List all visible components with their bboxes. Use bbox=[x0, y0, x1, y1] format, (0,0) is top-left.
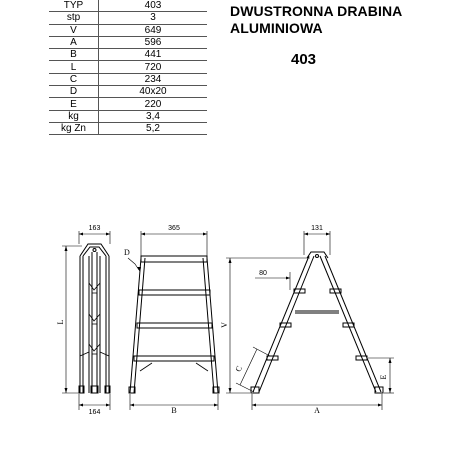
open-base-label: A bbox=[314, 406, 320, 415]
open-leg-label: C bbox=[233, 364, 245, 374]
front-top-width: 365 bbox=[168, 225, 180, 232]
side-view bbox=[56, 225, 110, 416]
spec-value: 3,4 bbox=[99, 110, 208, 122]
side-bottom-width: 164 bbox=[88, 409, 101, 416]
side-top-width: 163 bbox=[88, 225, 101, 232]
spec-value: 234 bbox=[99, 73, 208, 85]
spec-label: C bbox=[49, 73, 99, 85]
open-view bbox=[220, 225, 394, 415]
open-bottom-label: E bbox=[379, 374, 388, 380]
spec-label: kg Zn bbox=[49, 122, 99, 134]
side-height-label: L bbox=[56, 319, 65, 325]
spec-label: D bbox=[49, 86, 99, 98]
spec-label: E bbox=[49, 98, 99, 110]
open-top-width: 131 bbox=[311, 225, 323, 232]
spec-label: kg bbox=[49, 110, 99, 122]
spec-value: 649 bbox=[99, 24, 208, 36]
model-number: 403 bbox=[291, 51, 317, 68]
spec-label: V bbox=[49, 24, 99, 36]
spec-label: stp bbox=[49, 12, 99, 24]
front-section-label: D bbox=[124, 248, 130, 257]
spec-value: 441 bbox=[99, 49, 208, 61]
spec-value: 720 bbox=[99, 61, 208, 73]
spec-value: 596 bbox=[99, 36, 208, 48]
spec-value: 5,2 bbox=[99, 122, 208, 134]
spec-value: 40x20 bbox=[99, 86, 208, 98]
open-height-label: V bbox=[220, 322, 229, 328]
front-width-label: B bbox=[171, 406, 177, 415]
spec-label: B bbox=[49, 49, 99, 61]
spec-label: L bbox=[49, 61, 99, 73]
spec-value: 3 bbox=[99, 12, 208, 24]
spec-label: TYP bbox=[49, 0, 99, 12]
title-line-2: ALUMINIOWA bbox=[230, 20, 323, 36]
spec-value: 220 bbox=[99, 98, 208, 110]
open-step-offset: 80 bbox=[259, 270, 267, 277]
title-line-1: DWUSTRONNA DRABINA bbox=[230, 3, 403, 19]
front-view bbox=[124, 225, 219, 415]
spec-value: 403 bbox=[99, 0, 208, 12]
spec-label: A bbox=[49, 36, 99, 48]
